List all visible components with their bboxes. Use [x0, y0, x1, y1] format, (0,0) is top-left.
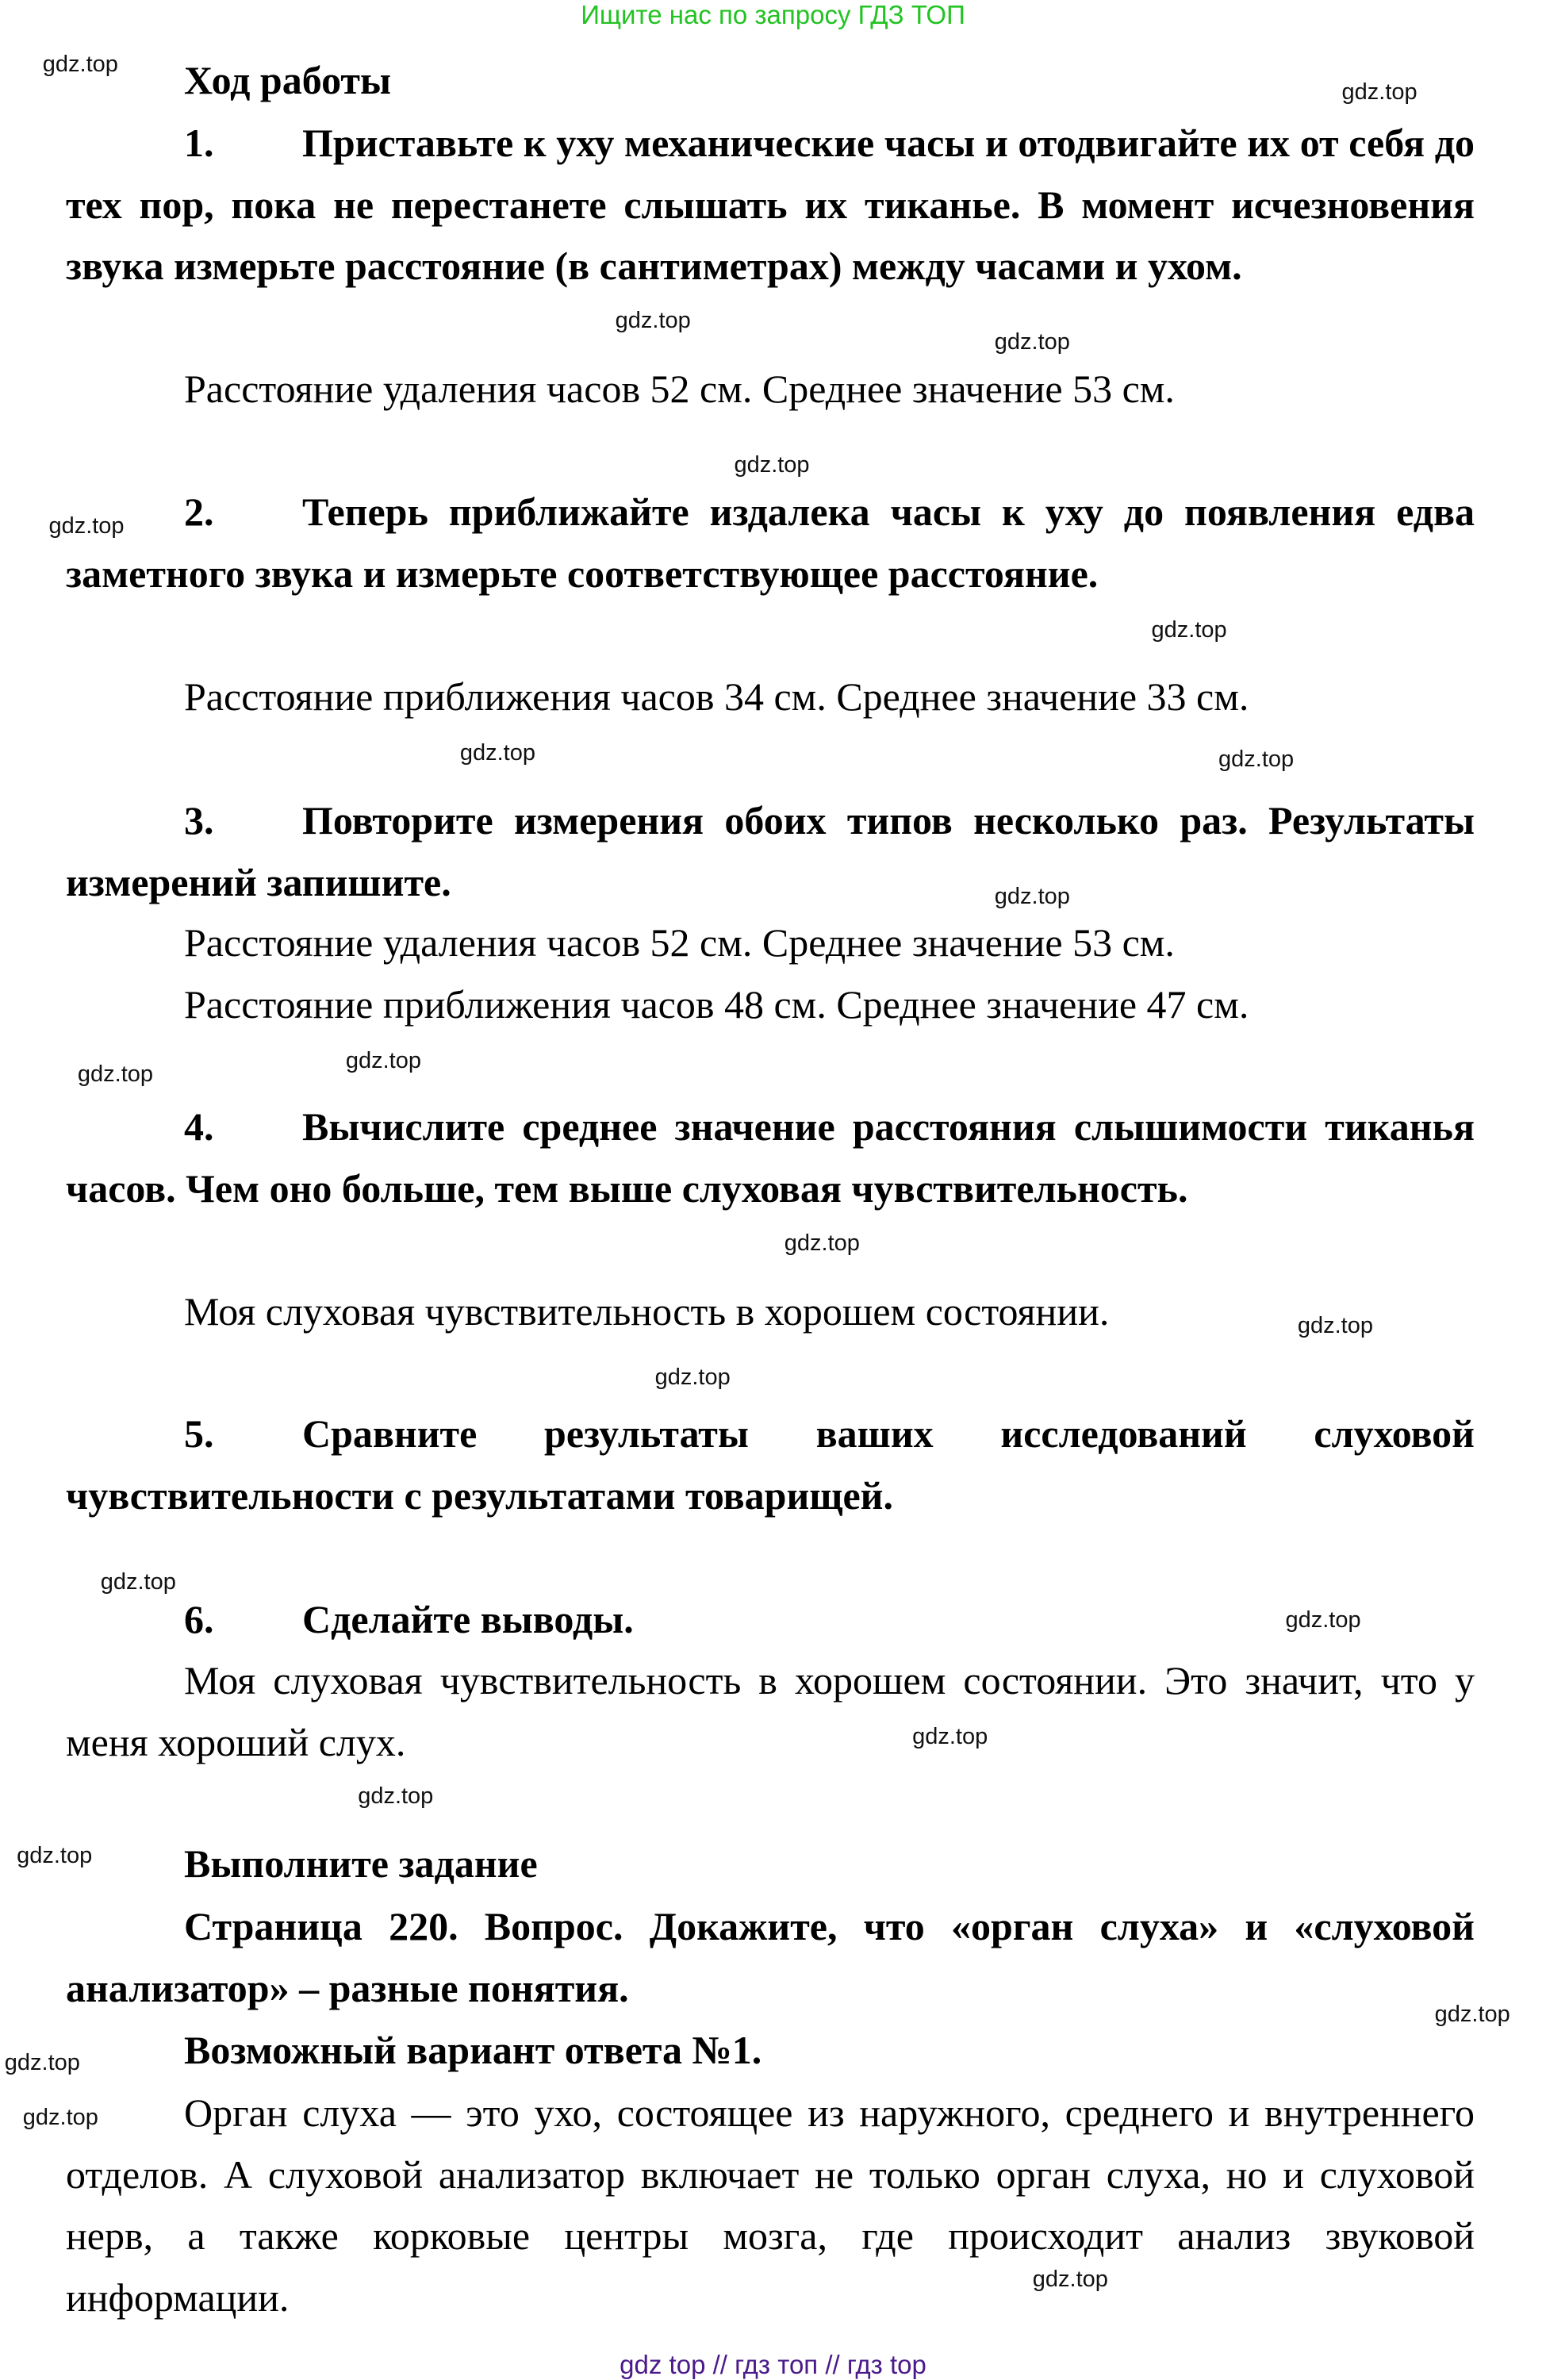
watermark: gdz.top [358, 1783, 434, 1810]
step-1-task [66, 113, 1475, 298]
step-3-task [66, 790, 1475, 913]
step-5-task [66, 1403, 1475, 1526]
step-3-answer-1: Расстояние удаления часов 52 см. Среднее значение 53 см. [184, 920, 1175, 965]
step-number: 3. [184, 798, 214, 843]
watermark: gdz.top [77, 1061, 154, 1088]
watermark: gdz.top [4, 2050, 80, 2076]
step-number: 6. [184, 1597, 214, 1641]
watermark: gdz.top [1285, 1606, 1361, 1633]
watermark: gdz.top [17, 1843, 93, 1869]
step-2-task [66, 482, 1475, 605]
watermark: gdz.top [912, 1724, 988, 1750]
watermark: gdz.top [1341, 79, 1417, 105]
watermark: gdz.top [48, 513, 125, 539]
answer-variant-title: Возможный вариант ответа №1. [184, 2028, 762, 2072]
step-1-answer: Расстояние удаления часов 52 см. Среднее значение 53 см. [184, 367, 1175, 411]
watermark: gdz.top [345, 1047, 421, 1073]
step-text: Сделайте выводы. [302, 1597, 634, 1641]
watermark: gdz.top [42, 52, 118, 78]
step-2-answer: Расстояние приближения часов 34 см. Среднее значение 33 см. [184, 674, 1249, 719]
watermark: gdz.top [459, 740, 535, 766]
step-text: Сравните результаты ваших исследований слуховой чувствительности с результатами товарищей. [66, 1411, 1475, 1518]
watermark: gdz.top [654, 1365, 731, 1391]
assignment-question: Страница 220. Вопрос. Докажите, что «орган слуха» и «слуховой анализатор» – разные понятия. [66, 1904, 1475, 2010]
step-text: Вычислите среднее значение расстояния слышимости тиканья часов. Чем оно больше, тем выше слуховая чувствительность. [66, 1104, 1475, 1211]
watermark: gdz.top [100, 1568, 176, 1595]
step-4-task [66, 1096, 1475, 1219]
step-number: 2. [184, 489, 214, 534]
watermark: gdz.top [615, 307, 691, 333]
section-title: Ход работы [184, 58, 392, 102]
watermark: gdz.top [994, 883, 1070, 909]
step-number: 1. [184, 121, 214, 165]
search-banner: Ищите нас по запросу ГДЗ ТОП [581, 0, 965, 29]
step-text: Приставьте к уху механические часы и отодвигайте их от себя до тех пор, пока не перестанете слышать их тиканье. В момент исчезновения звука измерьте расстояние (в сантиметрах) между часами и ухом. [66, 121, 1475, 288]
watermark: gdz.top [994, 328, 1070, 355]
step-4-answer: Моя слуховая чувствительность в хорошем состоянии. [184, 1289, 1110, 1334]
step-3-answer-2: Расстояние приближения часов 48 см. Среднее значение 47 см. [184, 982, 1249, 1027]
step-6-answer: Моя слуховая чувствительность в хорошем состоянии. Это значит, что у меня хороший слух. [66, 1658, 1475, 1764]
assignment-title: Выполните задание [184, 1841, 538, 1886]
watermark: gdz.top [1218, 746, 1295, 772]
watermark: gdz.top [784, 1230, 860, 1257]
step-text: Повторите измерения обоих типов несколько раз. Результаты измерений запишите. [66, 798, 1475, 904]
footer-links: gdz top // гдз топ // гдз top [620, 2350, 926, 2379]
step-number: 5. [184, 1411, 214, 1456]
watermark: gdz.top [22, 2105, 98, 2131]
watermark: gdz.top [734, 452, 810, 478]
watermark: gdz.top [1434, 2001, 1510, 2027]
watermark: gdz.top [1032, 2266, 1108, 2292]
step-number: 4. [184, 1104, 214, 1149]
step-6-task [66, 1589, 1475, 1651]
assignment-answer: Орган слуха — это ухо, состоящее из наружного, среднего и внутреннего отделов. А слуховой анализатор включает не только орган слуха, но и слуховой нерв, а также корковые центры мозга, где происходит анализ звуковой информации. [66, 2090, 1475, 2320]
watermark: gdz.top [1297, 1313, 1373, 1339]
step-text: Теперь приближайте издалека часы к уху до появления едва заметного звука и измерьте соответствующее расстояние. [66, 489, 1475, 596]
watermark: gdz.top [1151, 616, 1227, 643]
